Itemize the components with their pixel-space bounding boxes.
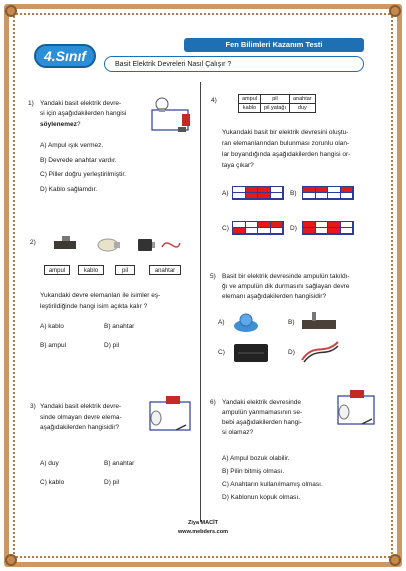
- question-text: sinde olmayan devre elema-: [40, 414, 122, 421]
- question-text: si için aşağıdakilerden hangisi: [40, 110, 127, 117]
- option-d[interactable]: D) Kablonun kopuk olması.: [222, 494, 301, 501]
- question-text: elemanı aşağıdakilerden hangisidir?: [222, 293, 327, 300]
- component-images: [52, 233, 182, 257]
- corner-knot: [5, 5, 17, 17]
- column-divider: [200, 82, 201, 522]
- option-d[interactable]: D) pil: [104, 342, 120, 349]
- option-c[interactable]: C) kablo: [40, 479, 65, 486]
- option-d-grid[interactable]: [302, 221, 354, 235]
- circuit-diagram: [148, 92, 194, 134]
- switch-icon: [176, 425, 186, 430]
- question-number: 4): [211, 97, 217, 104]
- question-text: aşağıdakilerden hangisidir?: [40, 424, 120, 431]
- word-box: ampul: [44, 265, 70, 275]
- switch-icon: [54, 241, 76, 249]
- table-cell: pil yatağı: [260, 104, 289, 113]
- option-a-grid[interactable]: [232, 186, 284, 200]
- lamp-holder-icon: [232, 310, 260, 334]
- lamp-icon: [339, 405, 349, 419]
- battery-icon: [182, 114, 190, 126]
- option-a[interactable]: A) Ampul ışık vermez.: [40, 142, 104, 149]
- option-a[interactable]: A) Ampul bozuk olabilir.: [222, 455, 290, 462]
- battery-icon: [350, 390, 364, 398]
- topic-subtitle: Basit Elektrik Devreleri Nasıl Çalışır ?: [104, 56, 364, 72]
- option-d[interactable]: D) Kablo sağlamdır.: [40, 186, 98, 193]
- question-text: ampulün yanmamasının se-: [222, 409, 303, 416]
- question-text: Yandaki elektrik devresinde: [222, 399, 302, 406]
- option-a-label[interactable]: A): [218, 319, 225, 326]
- question-text: ran elemanlarından bulunması zorunlu olan-: [222, 140, 350, 147]
- page-header: [34, 38, 364, 71]
- corner-knot: [389, 5, 401, 17]
- option-c[interactable]: C) Piller doğru yerleştirilmiştir.: [40, 171, 126, 178]
- grade-badge: 4.Sınıf: [34, 44, 96, 68]
- website-link[interactable]: www.mebders.com: [178, 529, 228, 535]
- option-c[interactable]: B) ampul: [40, 342, 67, 349]
- option-d[interactable]: D) pil: [104, 479, 120, 486]
- author-name: Ziya MACİT: [188, 520, 218, 526]
- cable-icon: [162, 243, 180, 247]
- word-box: kablo: [78, 265, 104, 275]
- option-b[interactable]: B) anahtar: [104, 460, 135, 467]
- corner-knot: [5, 554, 17, 566]
- battery-holder-icon: [230, 340, 272, 366]
- table-cell: kablo: [239, 104, 261, 113]
- question-number: 1): [28, 100, 34, 107]
- circuit-diagram: [334, 386, 380, 430]
- option-a[interactable]: A) kablo: [40, 323, 64, 330]
- option-a[interactable]: A) duy: [40, 460, 59, 467]
- option-b[interactable]: B) Devrede anahtar vardır.: [40, 157, 117, 164]
- option-c-label[interactable]: C): [218, 349, 225, 356]
- question-text: Yukarıdaki devre elemanları ile isimler eş-: [40, 292, 161, 299]
- test-title: Fen Bilimleri Kazanım Testi: [184, 38, 364, 52]
- option-b-label: B): [290, 190, 297, 197]
- question-text: bebi aşağıdakilerden hangi-: [222, 419, 302, 426]
- question-text: si olamaz?: [222, 429, 254, 436]
- lamp-icon: [151, 411, 161, 425]
- question-number: 5): [210, 273, 216, 280]
- option-d-label: D): [290, 225, 297, 232]
- question-text: lar boyandığında aşağıdakilerden hangisi or-: [222, 151, 351, 158]
- question-text: taya çıkar?: [222, 162, 254, 169]
- question-text: Yukarıdaki basit bir elektrik devresini oluştu-: [222, 129, 349, 136]
- table-cell: pil: [260, 95, 289, 104]
- table-cell: duy: [290, 104, 316, 113]
- corner-knot: [389, 554, 401, 566]
- option-b[interactable]: B) anahtar: [104, 323, 135, 330]
- option-a-label: A): [222, 190, 229, 197]
- question-text: Basit bir elektrik devresinde ampulün takıldı-: [222, 273, 350, 280]
- question-number: 3): [30, 403, 36, 410]
- word-box: pil: [115, 265, 135, 275]
- word-box: anahtar: [149, 265, 181, 275]
- question-text: Yandaki basit elektrik devre-: [40, 403, 122, 410]
- option-c-grid[interactable]: [232, 221, 284, 235]
- table-cell: anahtar: [290, 95, 316, 104]
- question-text: leştirildiğinde hangi isim açıkta kalır ?: [40, 303, 148, 310]
- option-d-label[interactable]: D): [288, 349, 295, 356]
- components-table: [238, 94, 316, 113]
- emphasis-text: söylenemez: [40, 121, 77, 128]
- question-text: ğı ve ampulün dik durmasını sağlayan devre: [222, 283, 350, 290]
- question-mark: ?: [76, 121, 81, 128]
- option-b-grid[interactable]: [302, 186, 354, 200]
- question-number: 2): [30, 239, 36, 246]
- battery-icon: [138, 239, 152, 251]
- battery-icon: [166, 396, 180, 404]
- option-b[interactable]: B) Pilin bitmiş olması.: [222, 468, 285, 475]
- option-c-label: C): [222, 225, 229, 232]
- table-cell: ampul: [239, 95, 261, 104]
- switch-icon: [300, 308, 338, 332]
- cable-icon: [300, 338, 340, 364]
- question-number: 6): [210, 399, 216, 406]
- option-b-label[interactable]: B): [288, 319, 295, 326]
- circuit-diagram: [146, 392, 196, 436]
- option-c[interactable]: C) Anahtarın kullanılmamış olması.: [222, 481, 323, 488]
- question-text: Yandaki basit elektrik devre-: [40, 100, 122, 107]
- switch-icon: [362, 419, 372, 424]
